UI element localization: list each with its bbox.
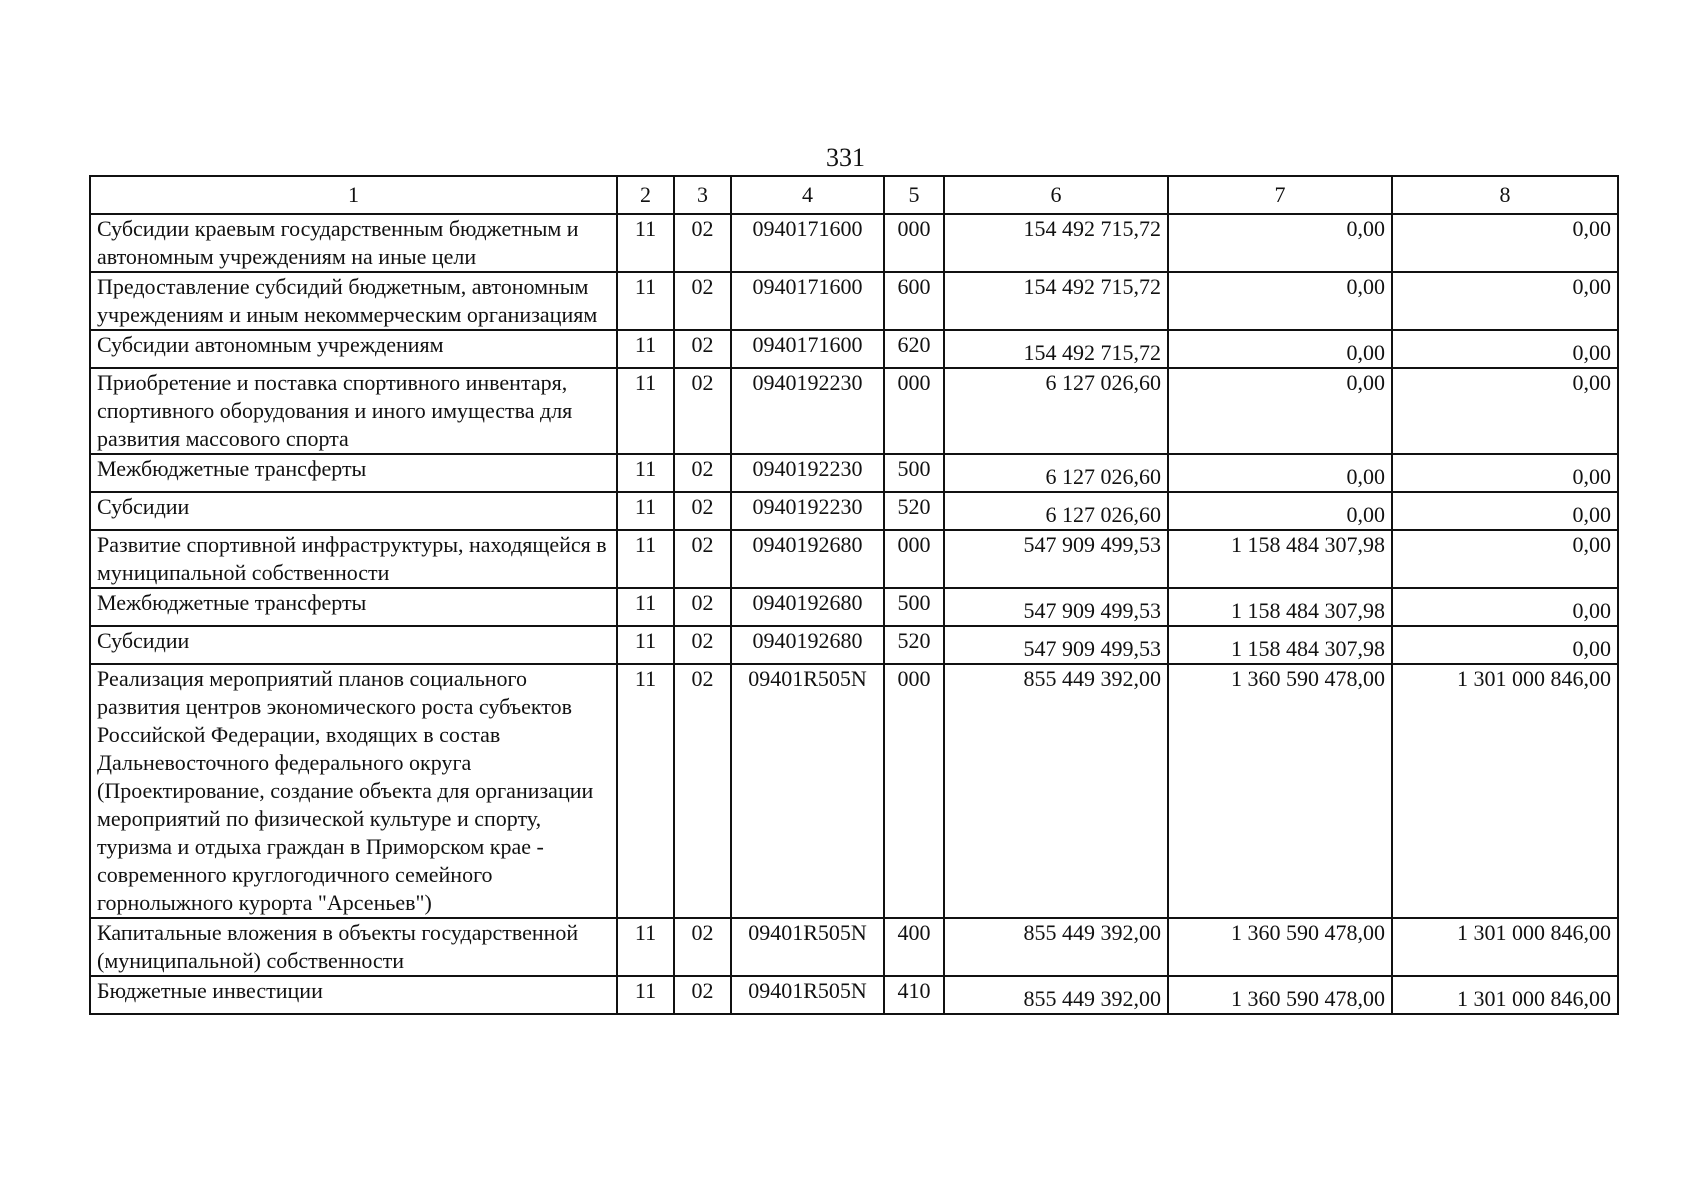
- table-row: [90, 454, 1618, 492]
- column-header: 2: [617, 176, 674, 214]
- column-header: 4: [731, 176, 884, 214]
- row-subsection: 02: [674, 214, 731, 272]
- row-target-code: 0940171600: [731, 272, 884, 330]
- column-header: 8: [1392, 176, 1618, 214]
- row-amount-6: 547 909 499,53: [944, 626, 1168, 664]
- row-subsection: 02: [674, 626, 731, 664]
- row-target-code: 0940192680: [731, 588, 884, 626]
- table-row: [90, 626, 1618, 664]
- row-subsection: 02: [674, 530, 731, 588]
- header-row: [90, 176, 1618, 214]
- row-name: Межбюджетные трансферты: [90, 454, 617, 492]
- table-row: [90, 368, 1618, 454]
- row-amount-7: 1 158 484 307,98: [1168, 588, 1392, 626]
- row-section: 11: [617, 368, 674, 454]
- row-name: Субсидии: [90, 492, 617, 530]
- row-section: 11: [617, 454, 674, 492]
- column-header: 6: [944, 176, 1168, 214]
- row-amount-8: 0,00: [1392, 368, 1618, 454]
- row-target-code: 0940171600: [731, 214, 884, 272]
- table-row: [90, 530, 1618, 588]
- row-target-code: 0940171600: [731, 330, 884, 368]
- column-header: 1: [90, 176, 617, 214]
- row-target-code: 0940192230: [731, 368, 884, 454]
- row-section: 11: [617, 626, 674, 664]
- row-subsection: 02: [674, 330, 731, 368]
- row-amount-7: 0,00: [1168, 454, 1392, 492]
- row-name: Развитие спортивной инфраструктуры, находящейся в муниципальной собственности: [90, 530, 617, 588]
- row-section: 11: [617, 330, 674, 368]
- row-subsection: 02: [674, 454, 731, 492]
- row-expense-type: 000: [884, 368, 944, 454]
- page-number: 331: [826, 143, 865, 172]
- column-header: 3: [674, 176, 731, 214]
- row-subsection: 02: [674, 976, 731, 1014]
- column-header: 5: [884, 176, 944, 214]
- row-amount-6: 154 492 715,72: [944, 330, 1168, 368]
- row-amount-8: 1 301 000 846,00: [1392, 664, 1618, 918]
- row-expense-type: 400: [884, 918, 944, 976]
- row-section: 11: [617, 530, 674, 588]
- row-amount-6: 154 492 715,72: [944, 272, 1168, 330]
- row-section: 11: [617, 214, 674, 272]
- row-name: Капитальные вложения в объекты государственной (муниципальной) собственности: [90, 918, 617, 976]
- row-section: 11: [617, 918, 674, 976]
- row-subsection: 02: [674, 588, 731, 626]
- row-target-code: 09401R505N: [731, 664, 884, 918]
- row-amount-8: 1 301 000 846,00: [1392, 918, 1618, 976]
- row-name: Субсидии краевым государственным бюджетным и автономным учреждениям на иные цели: [90, 214, 617, 272]
- row-expense-type: 000: [884, 214, 944, 272]
- row-amount-7: 0,00: [1168, 330, 1392, 368]
- row-target-code: 0940192230: [731, 492, 884, 530]
- table-row: [90, 214, 1618, 272]
- row-name: Приобретение и поставка спортивного инвентаря, спортивного оборудования и иного имущества для развития массового спорта: [90, 368, 617, 454]
- row-target-code: 09401R505N: [731, 918, 884, 976]
- row-subsection: 02: [674, 918, 731, 976]
- row-expense-type: 600: [884, 272, 944, 330]
- row-subsection: 02: [674, 368, 731, 454]
- row-amount-7: 0,00: [1168, 368, 1392, 454]
- budget-table: [89, 175, 1619, 1015]
- row-amount-8: 0,00: [1392, 626, 1618, 664]
- row-amount-6: 547 909 499,53: [944, 530, 1168, 588]
- row-amount-8: 0,00: [1392, 330, 1618, 368]
- row-amount-8: 0,00: [1392, 272, 1618, 330]
- row-amount-7: 1 360 590 478,00: [1168, 918, 1392, 976]
- table-row: [90, 330, 1618, 368]
- row-amount-7: 1 360 590 478,00: [1168, 664, 1392, 918]
- column-header: 7: [1168, 176, 1392, 214]
- row-amount-6: 6 127 026,60: [944, 368, 1168, 454]
- row-target-code: 0940192230: [731, 454, 884, 492]
- row-name: Субсидии: [90, 626, 617, 664]
- row-amount-8: 1 301 000 846,00: [1392, 976, 1618, 1014]
- row-amount-7: 0,00: [1168, 272, 1392, 330]
- row-target-code: 0940192680: [731, 530, 884, 588]
- row-target-code: 09401R505N: [731, 976, 884, 1014]
- table-row: [90, 492, 1618, 530]
- row-expense-type: 520: [884, 492, 944, 530]
- row-name: Межбюджетные трансферты: [90, 588, 617, 626]
- row-name: Субсидии автономным учреждениям: [90, 330, 617, 368]
- row-amount-6: 154 492 715,72: [944, 214, 1168, 272]
- row-amount-7: 1 158 484 307,98: [1168, 530, 1392, 588]
- row-amount-6: 855 449 392,00: [944, 918, 1168, 976]
- row-target-code: 0940192680: [731, 626, 884, 664]
- row-amount-8: 0,00: [1392, 492, 1618, 530]
- table-row: [90, 664, 1618, 918]
- table-row: [90, 588, 1618, 626]
- row-expense-type: 000: [884, 530, 944, 588]
- row-amount-7: 1 360 590 478,00: [1168, 976, 1392, 1014]
- row-amount-6: 855 449 392,00: [944, 976, 1168, 1014]
- row-amount-8: 0,00: [1392, 530, 1618, 588]
- row-section: 11: [617, 664, 674, 918]
- row-amount-8: 0,00: [1392, 214, 1618, 272]
- table-row: [90, 918, 1618, 976]
- row-amount-6: 6 127 026,60: [944, 492, 1168, 530]
- row-expense-type: 410: [884, 976, 944, 1014]
- row-expense-type: 520: [884, 626, 944, 664]
- table-row: [90, 272, 1618, 330]
- row-name: Реализация мероприятий планов социального развития центров экономического роста субъектов Российской Федерации, входящих в состав Дальневосточного федерального округа (Проектирование, создание объекта для организации мероприятий по физической культуре и спорту, туризма и отдыха граждан в Приморском крае - современного круглогодичного семейного горнолыжного курорта "Арсеньев"): [90, 664, 617, 918]
- row-section: 11: [617, 492, 674, 530]
- row-amount-7: 1 158 484 307,98: [1168, 626, 1392, 664]
- row-expense-type: 000: [884, 664, 944, 918]
- table-row: [90, 976, 1618, 1014]
- row-name: Бюджетные инвестиции: [90, 976, 617, 1014]
- row-amount-6: 547 909 499,53: [944, 588, 1168, 626]
- row-amount-8: 0,00: [1392, 454, 1618, 492]
- row-amount-6: 855 449 392,00: [944, 664, 1168, 918]
- row-amount-7: 0,00: [1168, 492, 1392, 530]
- row-subsection: 02: [674, 272, 731, 330]
- row-name: Предоставление субсидий бюджетным, автономным учреждениям и иным некоммерческим организациям: [90, 272, 617, 330]
- row-section: 11: [617, 976, 674, 1014]
- row-amount-6: 6 127 026,60: [944, 454, 1168, 492]
- row-expense-type: 620: [884, 330, 944, 368]
- row-amount-7: 0,00: [1168, 214, 1392, 272]
- row-expense-type: 500: [884, 588, 944, 626]
- row-expense-type: 500: [884, 454, 944, 492]
- row-section: 11: [617, 588, 674, 626]
- row-section: 11: [617, 272, 674, 330]
- row-amount-8: 0,00: [1392, 588, 1618, 626]
- row-subsection: 02: [674, 492, 731, 530]
- row-subsection: 02: [674, 664, 731, 918]
